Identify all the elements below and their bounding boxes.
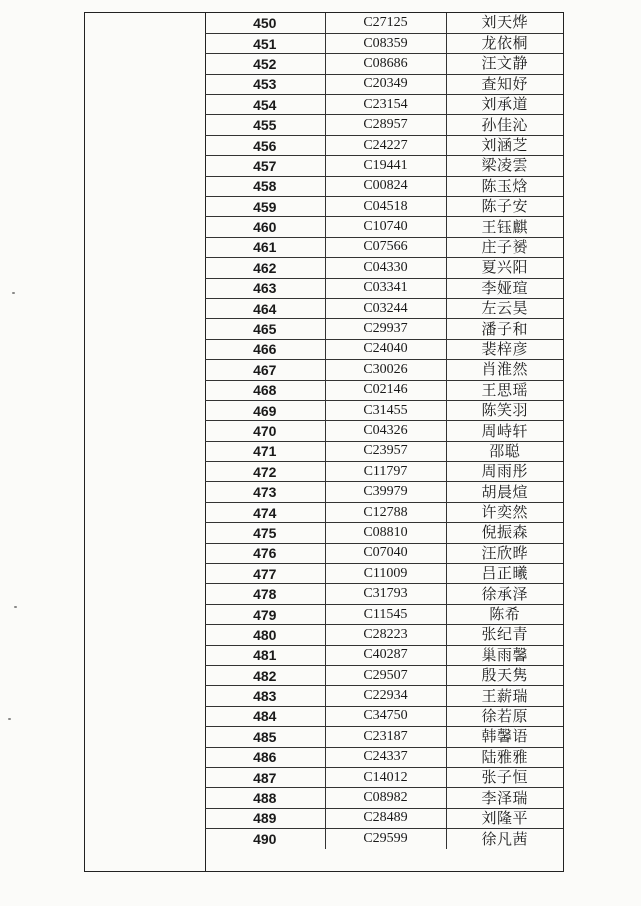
- table-row: [205, 13, 563, 33]
- student-name-cell: 吕正曦: [446, 564, 563, 584]
- table-row: [205, 197, 563, 217]
- student-code-cell: C24337: [325, 747, 446, 767]
- table-row: [205, 543, 563, 563]
- table-row: [205, 298, 563, 318]
- row-number-cell: 472: [205, 462, 325, 482]
- table-row: [205, 74, 563, 94]
- student-code-cell: C34750: [325, 706, 446, 726]
- student-code-cell: C12788: [325, 502, 446, 522]
- row-number-cell: 457: [205, 156, 325, 176]
- row-number-cell: 480: [205, 625, 325, 645]
- table-row: [205, 767, 563, 787]
- table-row: [205, 115, 563, 135]
- table-row: [205, 706, 563, 726]
- table-row: [205, 666, 563, 686]
- row-number-cell: 452: [205, 54, 325, 74]
- row-number-cell: 478: [205, 584, 325, 604]
- row-number-cell: 474: [205, 502, 325, 522]
- student-name-cell: 刘天烨: [446, 13, 563, 33]
- row-number-cell: 468: [205, 380, 325, 400]
- student-code-cell: C14012: [325, 767, 446, 787]
- table-row: [205, 727, 563, 747]
- row-number-cell: 475: [205, 523, 325, 543]
- student-name-cell: 周雨彤: [446, 462, 563, 482]
- student-code-cell: C23957: [325, 441, 446, 461]
- student-name-cell: 李娅瑄: [446, 278, 563, 298]
- table-row: [205, 400, 563, 420]
- student-code-cell: C24040: [325, 339, 446, 359]
- student-code-cell: C23154: [325, 95, 446, 115]
- student-code-cell: C28957: [325, 115, 446, 135]
- student-code-cell: C31793: [325, 584, 446, 604]
- table-row: [205, 523, 563, 543]
- table-row: [205, 462, 563, 482]
- table-row: [205, 54, 563, 74]
- table-row: [205, 747, 563, 767]
- student-name-cell: 徐若原: [446, 706, 563, 726]
- student-name-cell: 梁凌雲: [446, 156, 563, 176]
- student-name-cell: 张纪青: [446, 625, 563, 645]
- table-row: [205, 502, 563, 522]
- student-code-cell: C07040: [325, 543, 446, 563]
- scan-speck: [14, 606, 17, 608]
- student-name-cell: 陈希: [446, 604, 563, 624]
- row-number-cell: 467: [205, 360, 325, 380]
- row-number-cell: 473: [205, 482, 325, 502]
- student-code-cell: C04330: [325, 258, 446, 278]
- student-code-cell: C02146: [325, 380, 446, 400]
- student-code-cell: C29507: [325, 666, 446, 686]
- row-number-cell: 462: [205, 258, 325, 278]
- student-code-cell: C29599: [325, 829, 446, 849]
- row-number-cell: 469: [205, 400, 325, 420]
- student-code-cell: C08810: [325, 523, 446, 543]
- row-number-cell: 484: [205, 706, 325, 726]
- student-name-cell: 邵聪: [446, 441, 563, 461]
- student-name-cell: 刘涵芝: [446, 135, 563, 155]
- merged-group-cell: [85, 13, 206, 871]
- student-name-cell: 陈子安: [446, 197, 563, 217]
- table-row: [205, 135, 563, 155]
- table-row: [205, 645, 563, 665]
- table-row: [205, 33, 563, 53]
- student-name-cell: 韩馨语: [446, 727, 563, 747]
- table-row: [205, 441, 563, 461]
- student-name-cell: 肖淮然: [446, 360, 563, 380]
- student-code-cell: C29937: [325, 319, 446, 339]
- student-code-cell: C10740: [325, 217, 446, 237]
- student-name-cell: 周峙轩: [446, 421, 563, 441]
- student-name-cell: 刘承道: [446, 95, 563, 115]
- student-code-cell: C19441: [325, 156, 446, 176]
- scan-speck: [12, 292, 15, 294]
- student-code-cell: C04326: [325, 421, 446, 441]
- student-code-cell: C23187: [325, 727, 446, 747]
- student-name-cell: 陈笑羽: [446, 400, 563, 420]
- row-number-cell: 471: [205, 441, 325, 461]
- student-name-cell: 龙依桐: [446, 33, 563, 53]
- student-code-cell: C08359: [325, 33, 446, 53]
- table-row: [205, 360, 563, 380]
- table-row: [205, 604, 563, 624]
- table-row: [205, 686, 563, 706]
- row-number-cell: 465: [205, 319, 325, 339]
- student-code-cell: C22934: [325, 686, 446, 706]
- student-name-cell: 许奕然: [446, 502, 563, 522]
- student-name-cell: 孙佳沁: [446, 115, 563, 135]
- student-name-cell: 潘子和: [446, 319, 563, 339]
- row-number-cell: 479: [205, 604, 325, 624]
- student-code-cell: C28489: [325, 808, 446, 828]
- student-name-cell: 张子恒: [446, 767, 563, 787]
- row-number-cell: 481: [205, 645, 325, 665]
- table-row: [205, 380, 563, 400]
- row-number-cell: 464: [205, 298, 325, 318]
- student-name-cell: 裴梓彦: [446, 339, 563, 359]
- table-row: [205, 808, 563, 828]
- student-code-cell: C00824: [325, 176, 446, 196]
- row-number-cell: 460: [205, 217, 325, 237]
- row-number-cell: 485: [205, 727, 325, 747]
- student-name-cell: 王薪瑞: [446, 686, 563, 706]
- table-row: [205, 319, 563, 339]
- row-number-cell: 487: [205, 767, 325, 787]
- table-row: [205, 339, 563, 359]
- student-name-cell: 陈玉焓: [446, 176, 563, 196]
- student-code-cell: C08982: [325, 788, 446, 808]
- row-number-cell: 483: [205, 686, 325, 706]
- student-code-cell: C31455: [325, 400, 446, 420]
- student-code-cell: C08686: [325, 54, 446, 74]
- row-number-cell: 490: [205, 829, 325, 849]
- student-code-cell: C03244: [325, 298, 446, 318]
- student-name-cell: 汪欣晔: [446, 543, 563, 563]
- student-code-cell: C20349: [325, 74, 446, 94]
- student-name-cell: 倪振森: [446, 523, 563, 543]
- row-number-cell: 451: [205, 33, 325, 53]
- row-number-cell: 482: [205, 666, 325, 686]
- student-code-cell: C03341: [325, 278, 446, 298]
- row-number-cell: 461: [205, 237, 325, 257]
- student-name-cell: 查知妤: [446, 74, 563, 94]
- student-name-cell: 殷天隽: [446, 666, 563, 686]
- student-name-cell: 刘隆平: [446, 808, 563, 828]
- row-number-cell: 476: [205, 543, 325, 563]
- row-number-cell: 488: [205, 788, 325, 808]
- row-number-cell: 466: [205, 339, 325, 359]
- row-number-cell: 489: [205, 808, 325, 828]
- student-code-cell: C07566: [325, 237, 446, 257]
- row-number-cell: 453: [205, 74, 325, 94]
- row-number-cell: 456: [205, 135, 325, 155]
- table-row: [205, 278, 563, 298]
- student-name-cell: 巢雨馨: [446, 645, 563, 665]
- student-name-cell: 夏兴阳: [446, 258, 563, 278]
- student-name-cell: 胡晨煊: [446, 482, 563, 502]
- row-number-cell: 486: [205, 747, 325, 767]
- table-row: [205, 95, 563, 115]
- row-number-cell: 459: [205, 197, 325, 217]
- roster-table-body: [205, 13, 563, 849]
- student-code-cell: C04518: [325, 197, 446, 217]
- table-row: [205, 421, 563, 441]
- scan-speck: [8, 718, 11, 720]
- student-code-cell: C11009: [325, 564, 446, 584]
- student-code-cell: C11797: [325, 462, 446, 482]
- student-code-cell: C27125: [325, 13, 446, 33]
- row-number-cell: 455: [205, 115, 325, 135]
- student-code-cell: C24227: [325, 135, 446, 155]
- table-row: [205, 584, 563, 604]
- student-name-cell: 左云昊: [446, 298, 563, 318]
- table-row: [205, 829, 563, 849]
- student-code-cell: C40287: [325, 645, 446, 665]
- table-row: [205, 482, 563, 502]
- table-row: [205, 625, 563, 645]
- table-row: [205, 788, 563, 808]
- row-number-cell: 477: [205, 564, 325, 584]
- table-row: [205, 217, 563, 237]
- table-row: [205, 258, 563, 278]
- student-code-cell: C28223: [325, 625, 446, 645]
- student-name-cell: 王钰麒: [446, 217, 563, 237]
- table-row: [205, 564, 563, 584]
- student-name-cell: 王思瑶: [446, 380, 563, 400]
- table-row: [205, 156, 563, 176]
- row-number-cell: 470: [205, 421, 325, 441]
- row-number-cell: 458: [205, 176, 325, 196]
- student-code-cell: C11545: [325, 604, 446, 624]
- student-name-cell: 庄子赟: [446, 237, 563, 257]
- student-name-cell: 徐承泽: [446, 584, 563, 604]
- row-number-cell: 454: [205, 95, 325, 115]
- student-name-cell: 徐凡茜: [481, 829, 528, 848]
- student-code-cell: C30026: [325, 360, 446, 380]
- student-name-cell: 李泽瑞: [446, 788, 563, 808]
- student-name-cell: 陆雅雅: [446, 747, 563, 767]
- row-number-cell: 463: [205, 278, 325, 298]
- student-code-cell: C39979: [325, 482, 446, 502]
- table-row: [205, 237, 563, 257]
- row-number-cell: 450: [205, 13, 325, 33]
- roster-table: [205, 13, 563, 849]
- roster-sheet: [84, 12, 564, 872]
- table-row: [205, 176, 563, 196]
- student-name-cell: 汪文静: [446, 54, 563, 74]
